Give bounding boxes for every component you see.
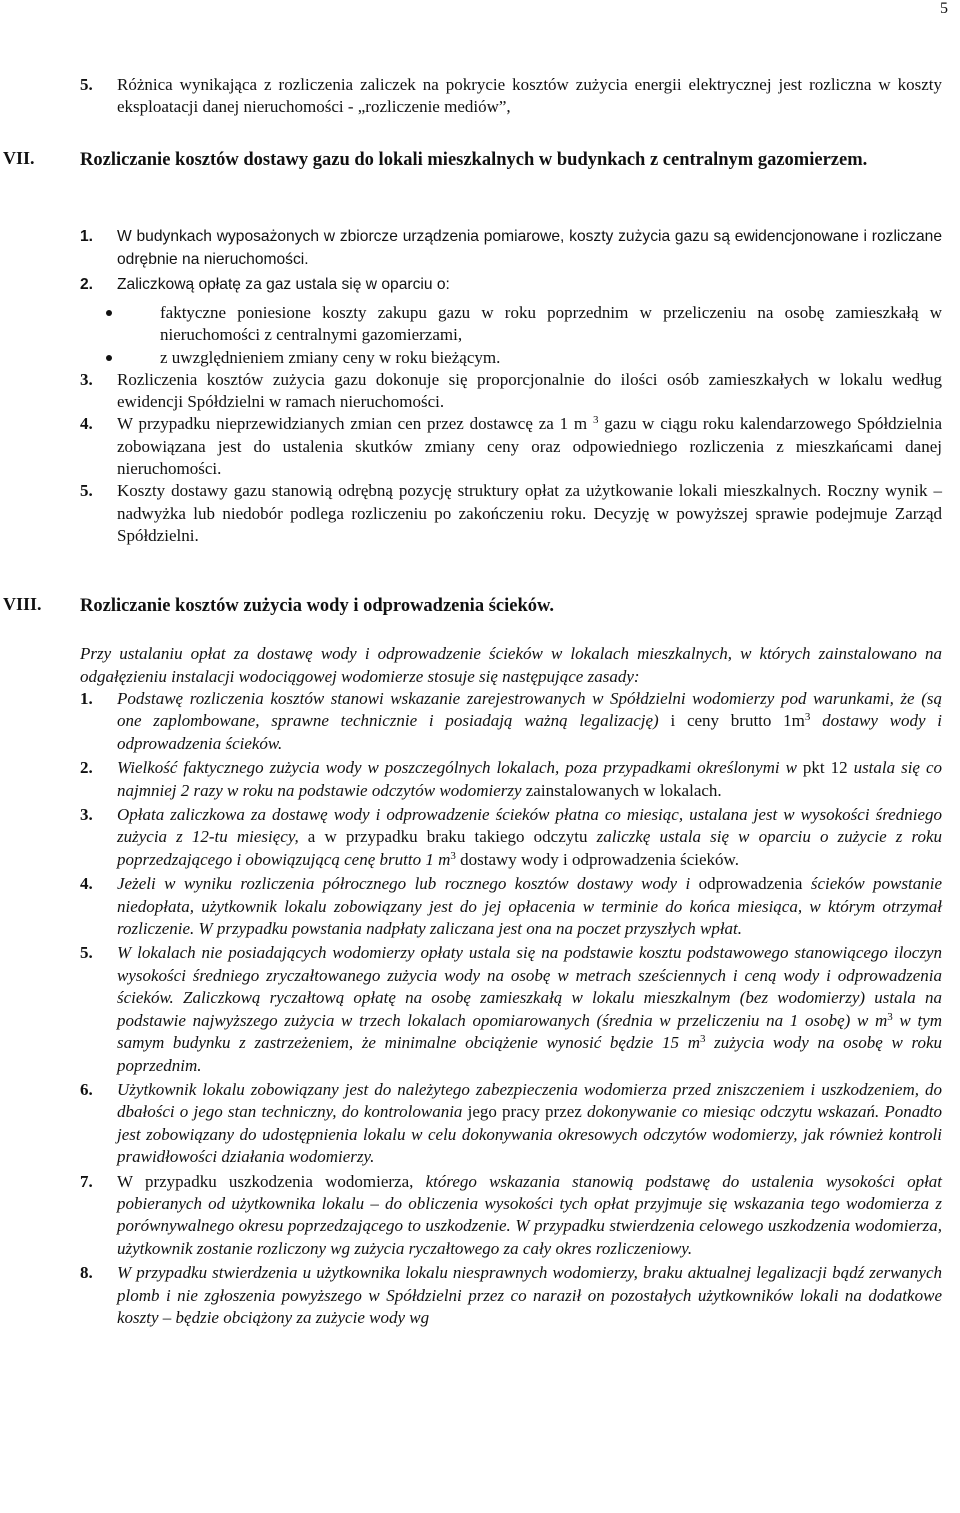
section-8-title: Rozliczanie kosztów zużycia wody i odprowadzenia ścieków. [80,596,554,616]
item-number: 5. [80,75,93,94]
item-number: 6. [80,1079,93,1099]
sec6-item-5 [80,74,942,119]
item-number: 2. [80,276,94,293]
item-text: jego pracy przez [462,1102,587,1122]
section-7-items [80,226,942,297]
superscript: 3 [450,849,456,862]
list-item [80,369,942,414]
superscript: 3 [887,1010,893,1023]
item-text: a w przypadku braku takiego odczytu [298,827,597,847]
item-number: 1. [80,689,93,708]
item-number: 5. [80,943,93,963]
item-text: zaliczkę ustala się w oparciu o zużycie z roku poprzedzającego i obowiązującą cenę brutto 1 m [117,827,943,869]
section-7-bullets [80,302,942,547]
section-8-numeral: VIII. [3,594,42,614]
section-8-items [80,688,942,1329]
list-item [80,1079,942,1169]
list-item [80,226,942,271]
section-8-intro: Przy ustalaniu opłat za dostawę wody i odprowadzenie ścieków w lokalach mieszkalnych, w których zainstalowano na odgałęzieniu instalacji wodociągowej wodomierze stosuje się następujące zasady: [80,644,942,686]
superscript: 3 [699,1033,706,1046]
item-number: 1. [80,228,94,245]
list-item [80,873,942,940]
item-text: pkt 12 [796,758,854,778]
list-item [80,1262,942,1329]
bullet-text: faktyczne poniesione koszty zakupu gazu w roku poprzednim w przeliczeniu na osobę zamieszkałą w nieruchomości z centralnymi gazomierzami, [160,303,942,345]
item-text: W przypadku stwierdzenia u użytkownika lokalu niesprawnych wodomierzy, braku aktualnej legalizacji bądź zerwanych plomb i nie zgłoszenia powyższego w Spółdzielni przez co naraził on pozostałych użytkowników lokali na dodatkowe koszty – będzie obciążony za zużycie wody wg [117,1263,942,1327]
item-text: i ceny brutto 1m [658,711,805,731]
item-text: ścieków powstanie niedopłata, użytkownik lokalu zobowiązany jest do jej opłacenia w terminie do końca miesiąca, w którym otrzymał rozliczenie. W przypadku powstania nadpłaty zaliczana jest ona na poczet przyszłych wpłat. [117,874,943,939]
item-text: w tym samym budynku z zastrzeżeniem, że minimalne obciążenie wynosić będzie 15 m [117,1010,942,1053]
item-text: dostawy wody i odprowadzenia ścieków. [455,849,739,869]
item-text: Różnica wynikająca z rozliczenia zaliczek na pokrycie kosztów zużycia energii elektrycznej jest rozliczna w koszty eksploatacji danej nieruchomości - „rozliczenie mediów”, [117,75,942,117]
bullet-item [80,302,942,347]
item-text: Podstawę rozliczenia kosztów stanowi wskazanie zarejestrowanych w Spółdzielni wodomierzy pod warunkami, że (są one zaplombowane, sprawne technicznie i posiadają ważną legalizację) [117,689,942,731]
item-text: Jeżeli w wyniku rozliczenia półrocznego lub rocznego kosztów dostawy wody i [117,874,691,894]
superscript: 3 [804,711,811,724]
item-number: 7. [80,1171,93,1191]
item-text: W przypadku nieprzewidzianych zmian cen przez dostawcę za 1 m [117,414,593,434]
item-number: 8. [80,1263,93,1283]
item-number: 4. [80,874,93,894]
item-text: Koszty dostawy gazu stanowią odrębną pozycję struktury opłat za użytkowanie lokali mieszkalnych. Roczny wynik – nadwyżka lub niedobór podlega rozliczeniu po zakończeniu roku. Decyzję w powyższej sprawie podejmuje Zarząd Spółdzielni. [117,481,942,545]
bullet-item [80,347,942,369]
item-text: zużycia wody na osobę w roku poprzednim. [117,1033,942,1075]
item-number: 2. [80,758,93,778]
section-7-title: Rozliczanie kosztów dostawy gazu do lokali mieszkalnych w budynkach z centralnym gazomierzem. [80,150,868,170]
item-text: W lokalach nie posiadających wodomierzy opłaty ustala się na podstawie kosztu podstawowego stanowiącego iloczyn wysokości średniego zryczałtowanego zużycia wody na osobę w metrach sześciennych i ceną wody i odprowadzenia ścieków. Zaliczkową ryczałtową opłatę na osobę zamieszkałą w lokalu mieszkalnym (bez wodomierzy) ustala na podstawie najwyższego zużycia w trzech lokalach opomiarowanych (średnia w przeliczeniu na 1 osobę) w m [117,943,942,1030]
list-item [80,1171,942,1261]
item-number: 5. [80,481,93,501]
item-text: zainstalowanych w lokalach. [521,780,722,800]
item-text: Użytkownik lokalu zobowiązany jest do należytego zabezpieczenia wodomierza przed zniszczeniem i uszkodzeniem, do dbałości o jego stan techniczny, do kontrolowania [117,1079,942,1122]
list-item [80,804,942,871]
item-text: którego wskazania stanowią podstawę do ustalenia wysokości opłat pobieranych od użytkownika lokalu – do obliczenia wysokości tych opłat przyjmuje się wskazania tego wodomierza z porównywalnego okresu poprzedzającego to uszkodzenie. W przypadku stwierdzenia celowego uszkodzenia wodomierza, użytkownik zostanie rozliczony wg zużycia ryczałtowego za cały okres rozliczeniowy. [117,1171,943,1258]
item-text: Wielkość faktycznego zużycia wody w poszczególnych lokalach, poza przypadkami określonymi w [117,758,797,778]
item-text: Rozliczenia kosztów zużycia gazu dokonuje się proporcjonalnie do ilości osób zamieszkałych w lokalu według ewidencji Spółdzielni w ramach nieruchomości. [117,369,942,412]
section-7-numeral: VII. [3,148,35,168]
bullet-icon [106,310,112,316]
item-text: dokonywanie co miesiąc odczytu wskazań. Ponadto jest zobowiązany do udostępnienia lokalu w celu dokonywania okresowych odczytów wodomierzy, jak również kontroli prawidłowości działania wodomierzy. [117,1102,942,1167]
bullet-icon [106,355,112,361]
bullet-text: z uwzględnieniem zmiany ceny w roku bieżącym. [160,347,501,367]
list-item [80,480,942,547]
item-text: ustala się co najmniej 2 razy w roku na podstawie odczytów wodomierzy [117,758,942,800]
item-text: W przypadku uszkodzenia wodomierza, [117,1171,414,1191]
item-text: W budynkach wyposażonych w zbiorcze urządzenia pomiarowe, koszty zużycia gazu są ewidencjonowane i rozliczane odrębnie na nieruchomości. [117,228,942,268]
list-item [80,274,942,297]
list-item [80,688,942,755]
superscript: 3 [592,414,599,427]
item-number: 3. [80,369,93,389]
page-number: 5 [940,0,948,17]
item-text: Opłata zaliczkowa za dostawę wody i odprowadzenie ścieków płatna co miesiąc, ustalana jest w wysokości średniego zużycia z 12-tu miesięcy, [117,805,942,847]
item-text: gazu w ciągu roku kalendarzowego Spółdzielnia zobowiązana jest do ustalenia skutków zmiany ceny oraz odpowiedniego rozliczenia z mieszkańcami danej nieruchomości. [117,414,942,479]
item-text: Zaliczkową opłatę za gaz ustala się w oparciu o: [117,276,450,293]
item-text: odprowadzenia [690,874,811,894]
list-item [80,413,942,480]
item-number: 3. [80,805,93,825]
list-item [80,757,942,802]
list-item [80,942,942,1076]
item-text: dostawy wody i odprowadzenia ścieków. [117,711,942,753]
item-number: 4. [80,414,93,434]
